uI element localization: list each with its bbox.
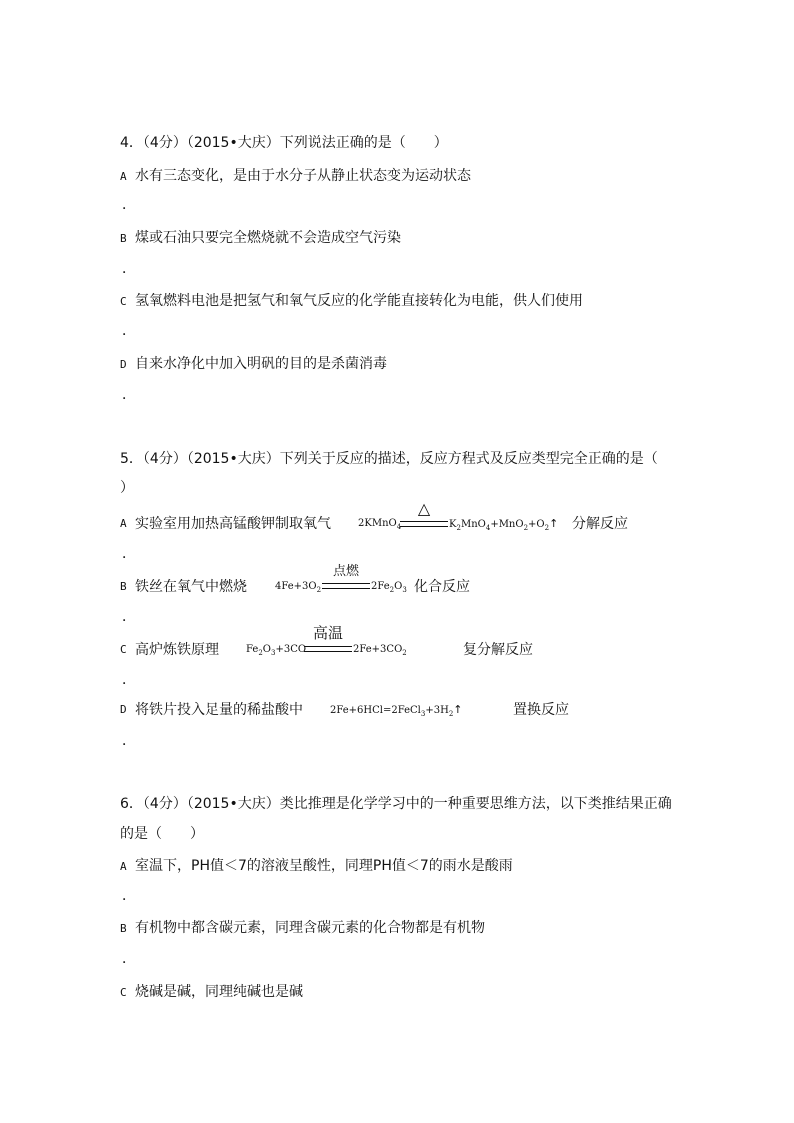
q5-c-reactants: $Fe_2O_3+3CO$ (246, 644, 307, 657)
option-dot: ． (122, 888, 136, 904)
question-6-header: 6．（4分）（2015•大庆）类比推理是化学学习中的一种重要思维方法，以下类推结果正确 (120, 796, 672, 812)
option-dot: ． (122, 323, 136, 339)
option-dot: ． (122, 672, 136, 688)
q4-option-a-text: 水有三态变化，是由于水分子从静止状态变为运动状态 (135, 168, 471, 184)
option-dot: ． (122, 609, 136, 625)
question-4-header: 4．（4分）（2015•大庆）下列说法正确的是（ ） (120, 135, 448, 151)
q4-option-c-text: 氢氧燃料电池是把氢气和氧气反应的化学能直接转化为电能，供人们使用 (135, 293, 583, 309)
q6-option-a-text: 室温下，PH值＜7的溶液呈酸性，同理PH值＜7的雨水是酸雨 (135, 858, 513, 874)
q5-option-d-label: D (120, 703, 127, 716)
q6-option-c-text: 烧碱是碱，同理纯碱也是碱 (135, 984, 303, 1000)
q5-a-reactants: 2KMnO$_4$ (358, 518, 402, 531)
q5-a-reaction-type: 分解反应 (572, 516, 628, 532)
option-dot: ． (122, 387, 136, 403)
option-dot: ． (122, 197, 136, 213)
q4-option-b-text: 煤或石油只要完全燃烧就不会造成空气污染 (135, 230, 401, 246)
q6-option-a-label: A (120, 860, 127, 873)
q5-b-products: $2Fe_2O_3$ (371, 581, 407, 594)
ignite-condition-label: 点燃 (332, 564, 359, 579)
q6-option-b-text: 有机物中都含碳元素，同理含碳元素的化合物都是有机物 (135, 920, 485, 936)
equation-equals-bar (322, 583, 370, 589)
gas-arrow-icon: ↑ (549, 517, 559, 530)
q5-option-c-label: C (120, 643, 127, 656)
q4-option-d-label: D (120, 358, 127, 371)
question-6-header-continued: 的是（ ） (120, 826, 204, 842)
q5-option-a-text: 实验室用加热高锰酸钾制取氧气 (135, 516, 331, 532)
heat-condition-symbol: △ (417, 499, 431, 518)
q5-c-products: $2Fe+3CO_2$ (353, 644, 407, 657)
gas-arrow-icon: ↑ (453, 703, 463, 716)
option-dot: ． (122, 951, 136, 967)
q5-d-equation: $2Fe+6HCl=2FeCl_3+3H_2↑$ (330, 703, 463, 718)
q4-option-a-label: A (120, 170, 127, 183)
q4-option-d-text: 自来水净化中加入明矾的目的是杀菌消毒 (135, 356, 387, 372)
q4-option-b-label: B (120, 232, 127, 245)
q5-option-b-text: 铁丝在氧气中燃烧 (135, 579, 247, 595)
q6-option-c-label: C (120, 986, 127, 999)
q5-b-reactants: $4Fe+3O_2$ (275, 581, 322, 594)
question-5-header: 5．（4分）（2015•大庆）下列关于反应的描述，反应方程式及反应类型完全正确的是（ (120, 451, 658, 467)
option-dot: ． (122, 261, 136, 277)
q5-d-reaction-type: 置换反应 (513, 702, 569, 718)
q5-option-a-label: A (120, 517, 127, 530)
q6-option-b-label: B (120, 922, 127, 935)
q5-option-d-text: 将铁片投入足量的稀盐酸中 (135, 702, 303, 718)
q5-option-c-text: 高炉炼铁原理 (135, 642, 219, 658)
q5-a-products: $K_2MnO_4+MnO_2+O_2↑$ (449, 517, 559, 532)
q5-option-b-label: B (120, 580, 127, 593)
option-dot: ． (122, 733, 136, 749)
equation-equals-bar (304, 646, 352, 652)
equation-equals-bar (400, 521, 448, 527)
q5-c-reaction-type: 复分解反应 (463, 642, 533, 658)
high-temp-condition-label: 高温 (312, 624, 343, 642)
q4-option-c-label: C (120, 295, 127, 308)
option-dot: ． (122, 546, 136, 562)
question-5-header-continued: ） (120, 480, 134, 496)
q5-b-reaction-type: 化合反应 (414, 579, 470, 595)
